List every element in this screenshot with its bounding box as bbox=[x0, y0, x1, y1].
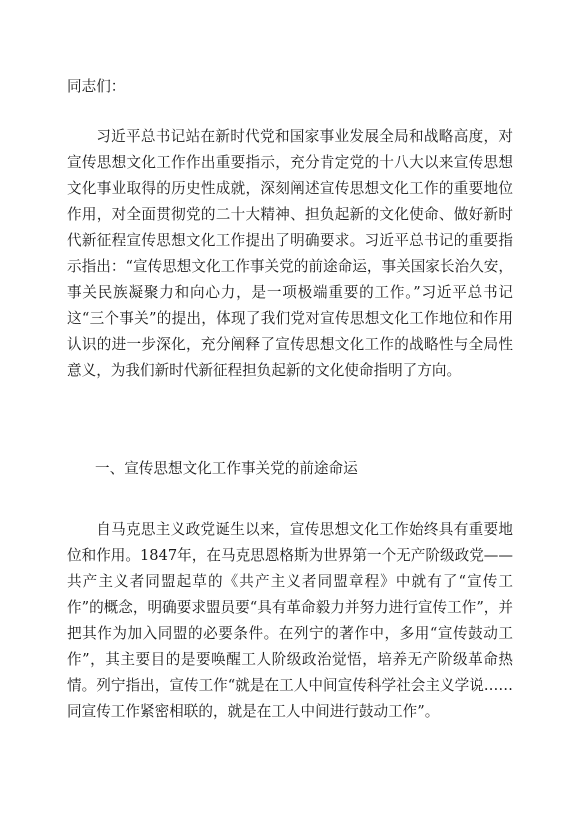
paragraph-intro: 习近平总书记站在新时代党和国家事业发展全局和战略高度，对宣传思想文化工作作出重要指示，充分肯定党的十八大以来宣传思想文化事业取得的历史性成就，深刻阐述宣传思想文化工作的重要地位作用，对全面贯彻党的二十大精神、担负起新的文化使命、做好新时代新征程宣传思想文化工作提出了明确要求。习近平总书记的重要指示指出：“宣传思想文化工作事关党的前途命运，事关国家长治久安，事关民族凝聚力和向心力，是一项极端重要的工作。”习近平总书记这“三个事关”的提出，体现了我们党对宣传思想文化工作地位和作用认识的进一步深化，充分阐释了宣传思想文化工作的战略性与全局性意义，为我们新时代新征程担负起新的文化使命指明了方向。 bbox=[67, 128, 513, 379]
salutation: 同志们： bbox=[67, 78, 126, 95]
section-heading: 一、宣传思想文化工作事关党的前途命运 bbox=[95, 460, 358, 477]
paragraph-history: 自马克思主义政党诞生以来，宣传思想文化工作始终具有重要地位和作用。1847年，在马克思恩格斯为世界第一个无产阶级政党——共产主义者同盟起草的《共产主义者同盟章程》中就有了“宣传工作”的概念，明确要求盟员要“具有革命毅力并努力进行宣传工作”，并把其作为加入同盟的必要条件。在列宁的著作中，多用“宣传鼓动工作”，其主要目的是要唤醒工人阶级政治觉悟，培养无产阶级革命热情。列宁指出，宣传工作“就是在工人中间宣传科学社会主义学说……同宣传工作紧密相联的，就是在工人中间进行鼓动工作”。 bbox=[67, 521, 513, 720]
